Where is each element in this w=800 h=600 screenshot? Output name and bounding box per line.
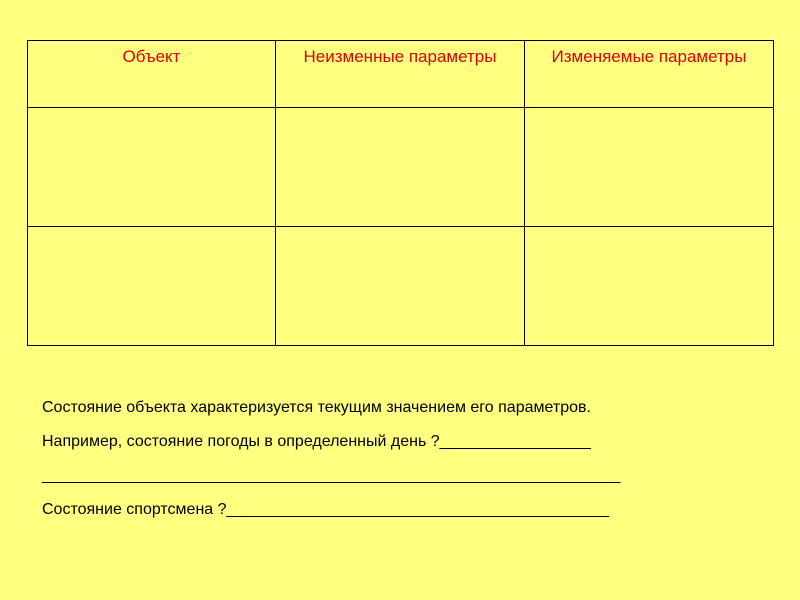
weather-question-line: Например, состояние погоды в определенный день ?_________________: [42, 433, 591, 450]
answer-blank-line: _________________________________________________________________: [42, 467, 621, 484]
table-row: [28, 227, 774, 346]
table-cell[interactable]: [276, 108, 525, 227]
table-row: [28, 108, 774, 227]
athlete-question-line: Состояние спортсмена ?___________________________________________: [42, 501, 610, 518]
table-cell[interactable]: [276, 227, 525, 346]
table-cell[interactable]: [28, 108, 276, 227]
table-cell[interactable]: [525, 227, 774, 346]
text-block: [42, 391, 762, 527]
header-changeable-params: Изменяемые параметры: [525, 41, 774, 108]
table-header-row: [28, 41, 774, 108]
definition-line: Состояние объекта характеризуется текущим значением его параметров.: [42, 399, 591, 416]
table-cell[interactable]: [28, 227, 276, 346]
header-unchanged-params: Неизменные параметры: [276, 41, 525, 108]
table-cell[interactable]: [525, 108, 774, 227]
parameters-table: [27, 40, 774, 346]
header-object: Объект: [28, 41, 276, 108]
